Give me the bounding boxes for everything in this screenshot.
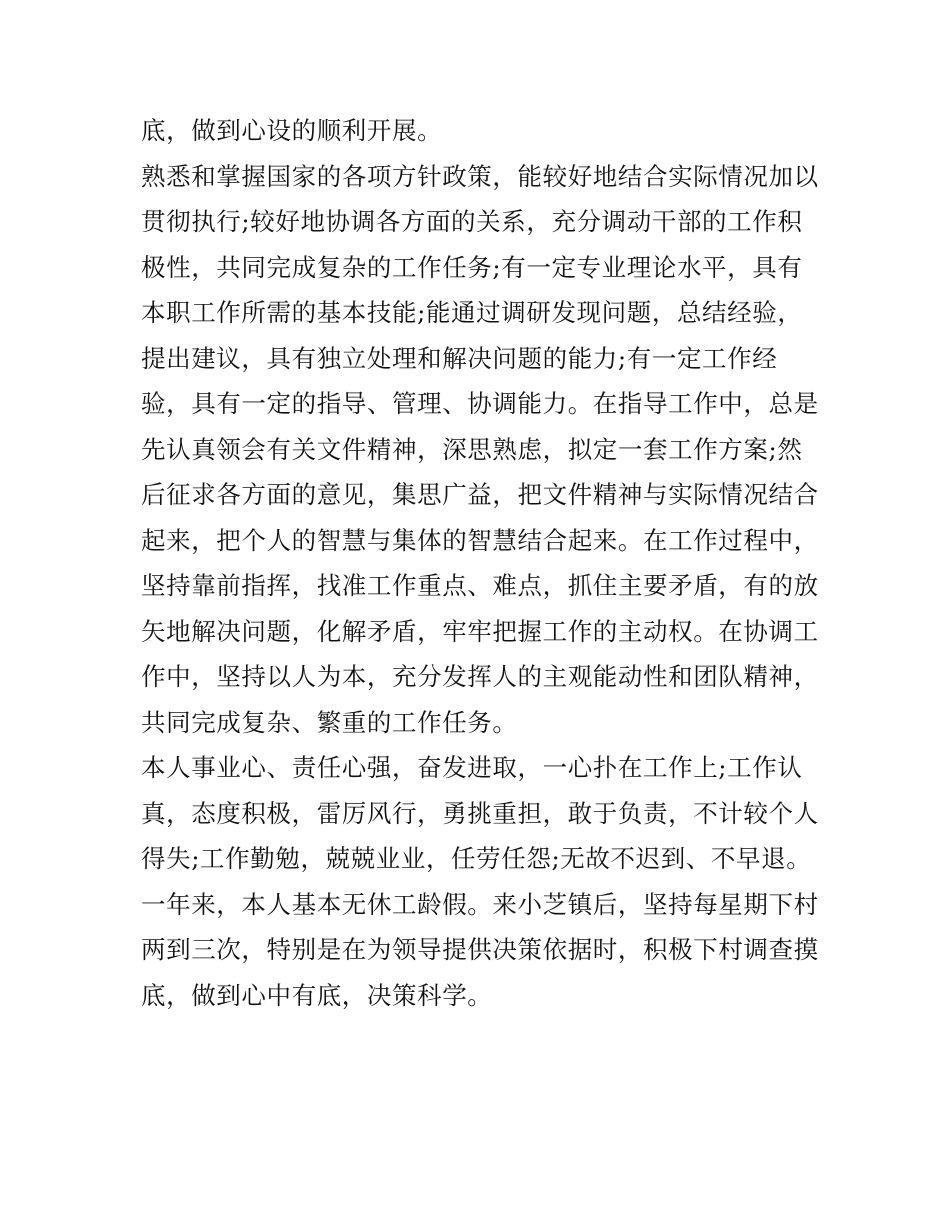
text-line: 一年来，本人基本无休工龄假。来小芝镇后，坚持每星期下村 xyxy=(141,889,819,919)
text-line: 矢地解决问题，化解矛盾，牢牢把握工作的主动权。在协调工 xyxy=(141,616,819,646)
text-line: 底，做到心中有底，决策科学。 xyxy=(141,980,493,1010)
text-line: 后征求各方面的意见，集思广益，把文件精神与实际情况结合 xyxy=(141,480,819,509)
text-line: 熟悉和掌握国家的各项方针政策，能较好地结合实际情况加以 xyxy=(141,161,819,191)
text-line: 两到三次，特别是在为领导提供决策依据时，积极下村调查摸 xyxy=(141,935,819,964)
text-line: 坚持靠前指挥，找准工作重点、难点，抓住主要矛盾，有的放 xyxy=(141,571,819,600)
text-line: 验，具有一定的指导、管理、协调能力。在指导工作中，总是 xyxy=(141,389,819,418)
text-line: 真，态度积极，雷厉风行，勇挑重担，敢于负责，不计较个人 xyxy=(141,798,819,828)
text-line: 共同完成复杂、繁重的工作任务。 xyxy=(141,707,518,737)
text-line: 底，做到心设的顺利开展。 xyxy=(141,116,443,145)
text-line: 本职工作所需的基本技能;能通过调研发现问题，总结经验， xyxy=(141,298,803,327)
text-line: 作中，坚持以人为本，充分发挥人的主观能动性和团队精神， xyxy=(141,662,819,691)
text-line: 本人事业心、责任心强，奋发进取，一心扑在工作上;工作认 xyxy=(141,753,803,782)
text-line: 极性，共同完成复杂的工作任务;有一定专业理论水平，具有 xyxy=(141,252,803,282)
text-line: 提出建议，具有独立处理和解决问题的能力;有一定工作经 xyxy=(141,343,778,373)
text-line: 得失;工作勤勉，兢兢业业，任劳任怨;无故不迟到、不早退。 xyxy=(141,844,812,873)
document-body xyxy=(141,108,821,1018)
text-line: 贯彻执行;较好地协调各方面的关系，充分调动干部的工作积 xyxy=(141,207,803,236)
text-line: 起来，把个人的智慧与集体的智慧结合起来。在工作过程中， xyxy=(141,525,819,555)
text-line: 先认真领会有关文件精神，深思熟虑，拟定一套工作方案;然 xyxy=(141,434,803,464)
